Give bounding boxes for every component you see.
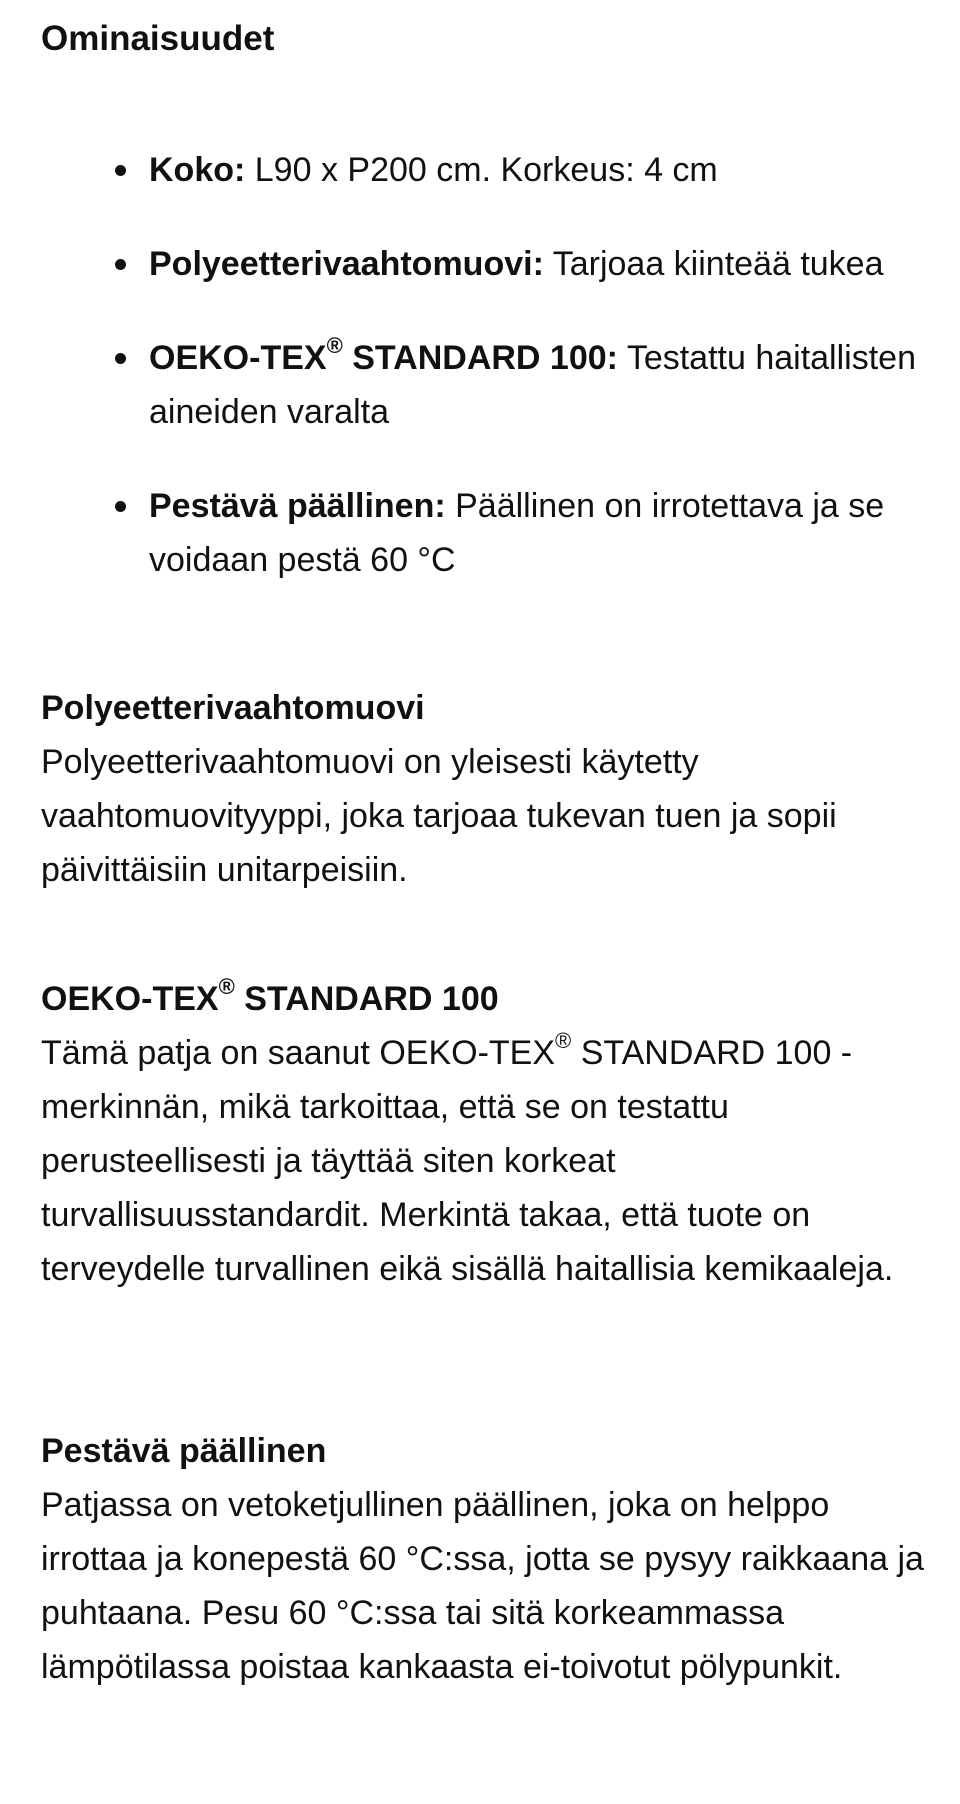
section-oekotex xyxy=(41,972,931,1296)
section-body: Polyeetterivaahtomuovi on yleisesti käytetty vaahtomuovityyppi, joka tarjoaa tukevan tuen ja sopii päivittäisiin unitarpeisiin. xyxy=(41,743,837,889)
section-body xyxy=(41,1026,931,1296)
bullet-icon xyxy=(115,501,126,512)
bullet-icon xyxy=(115,165,126,176)
registered-mark-icon: ® xyxy=(555,1027,572,1053)
registered-mark-icon: ® xyxy=(326,332,343,358)
features-list xyxy=(0,143,960,627)
feature-text: L90 x P200 cm. Korkeus: 4 cm xyxy=(245,151,718,189)
section-heading: Polyeetterivaahtomuovi xyxy=(41,689,425,727)
registered-mark-icon: ® xyxy=(218,973,235,999)
section-washable-cover xyxy=(41,1424,931,1694)
bullet-icon xyxy=(115,259,126,270)
body-text-rest: STANDARD 100 -merkinnän, mikä tarkoittaa, että se on testattu perusteellisesti ja täyttää siten korkeat turvallisuusstandardit. Merkintä takaa, että tuote on terveydelle turvallinen eikä sisällä haitallisia kemikaaleja. xyxy=(41,1034,894,1288)
section-polyether-foam xyxy=(41,681,931,897)
section-heading xyxy=(41,972,931,1026)
feature-text: Tarjoaa kiinteää tukea xyxy=(543,245,884,283)
feature-label: Polyeetterivaahtomuovi: xyxy=(149,245,544,283)
feature-text: Päällinen on irrotettava ja se voidaan pestä 60 °C xyxy=(149,487,885,579)
feature-item-size xyxy=(0,143,960,197)
body-text-start: Tämä patja on saanut OEKO-TEX xyxy=(41,1034,556,1072)
feature-text: Testattu haitallisten aineiden varalta xyxy=(149,339,916,431)
bullet-icon xyxy=(115,353,126,364)
feature-label: Koko: xyxy=(149,151,246,189)
feature-label-brand: OEKO-TEX xyxy=(149,339,327,377)
section-body: Patjassa on vetoketjullinen päällinen, joka on helppo irrottaa ja konepestä 60 °C:ssa, jotta se pysyy raikkaana ja puhtaana. Pesu 60 °C:ssa tai sitä korkeammassa lämpötilassa poistaa kankaasta ei-toivotut pölypunkit. xyxy=(41,1486,924,1686)
section-heading: Pestävä päällinen xyxy=(41,1432,327,1470)
feature-label-standard: STANDARD 100: xyxy=(342,339,618,377)
feature-label: Pestävä päällinen: xyxy=(149,487,446,525)
heading-standard: STANDARD 100 xyxy=(234,980,499,1018)
page-title: Ominaisuudet xyxy=(41,19,275,58)
feature-item-oekotex xyxy=(0,331,960,439)
feature-item-foam xyxy=(0,237,960,291)
feature-item-washable-cover xyxy=(0,479,960,587)
feature-label xyxy=(149,332,618,377)
heading-brand: OEKO-TEX xyxy=(41,980,219,1018)
